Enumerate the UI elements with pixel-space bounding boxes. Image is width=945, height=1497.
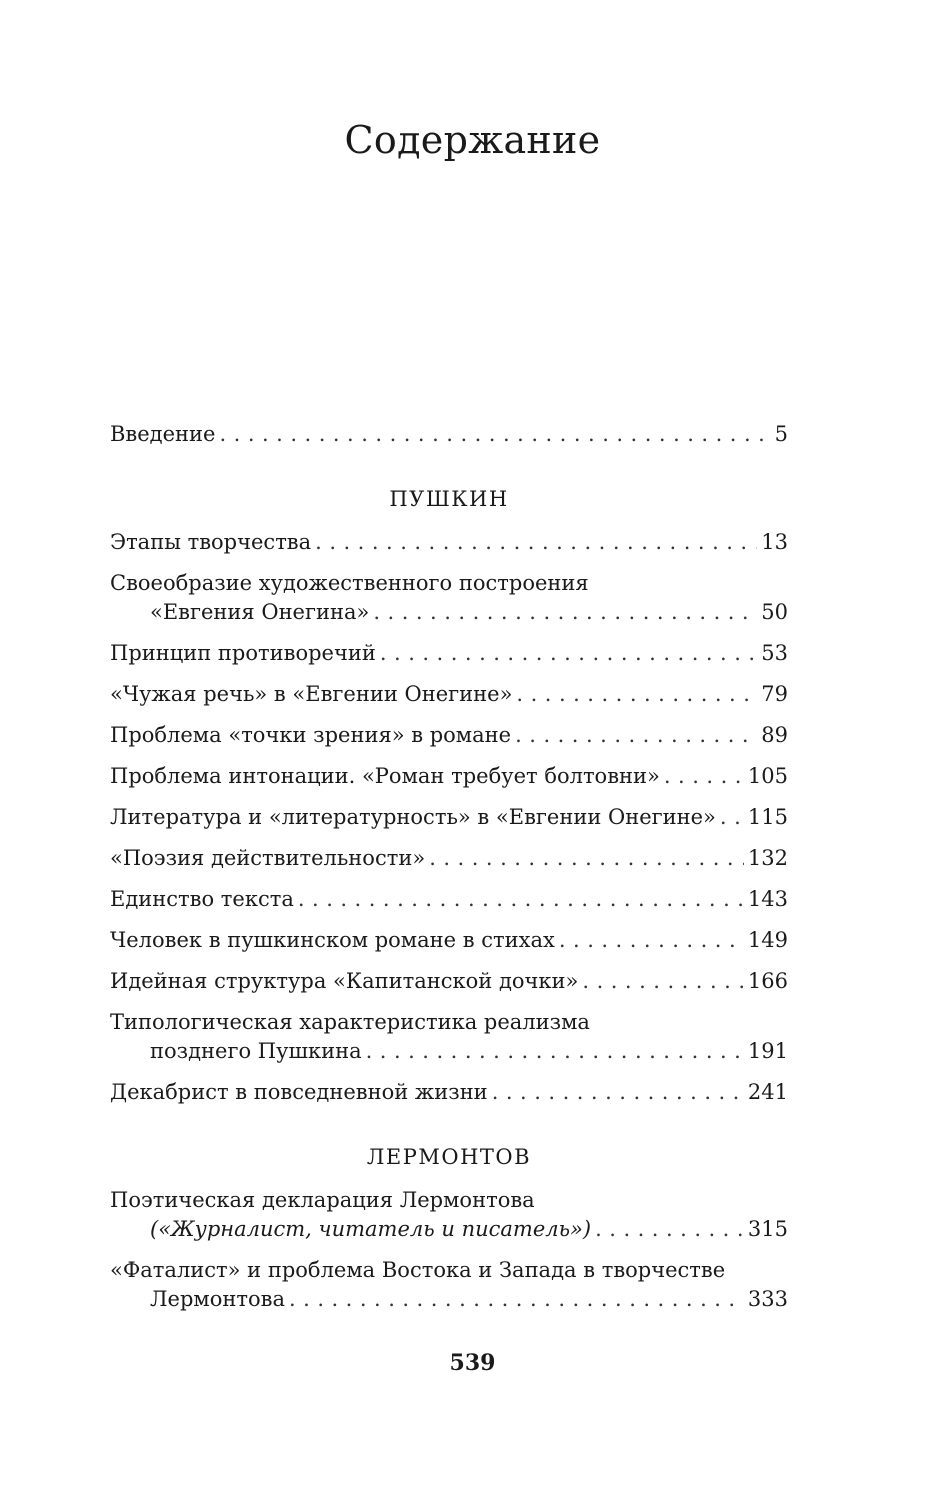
toc-entry: [110, 967, 788, 996]
toc-entry: [110, 1008, 788, 1066]
toc-entry-page: 143: [747, 887, 788, 911]
toc-entry-title: Этапы творчества: [110, 530, 312, 554]
toc-entry-title: Введение: [110, 422, 216, 446]
leader-dots: [380, 639, 757, 668]
toc-entry-page: 5: [774, 422, 788, 446]
toc-entry-page: 149: [747, 928, 788, 952]
leader-dots: [492, 1078, 744, 1107]
toc-entry-title: Литература и «литературность» в «Евгении Онегине»: [110, 805, 716, 829]
toc-entry: [110, 639, 788, 668]
toc-entry-title: Проблема интонации. «Роман требует болтовни»: [110, 764, 660, 788]
toc-entry-page: 50: [761, 600, 788, 624]
toc-entry-page: 132: [747, 846, 788, 870]
leader-dots: [516, 680, 757, 709]
toc-entry-title: Принцип противоречий: [110, 641, 376, 665]
toc-entry-title: Декабрист в повседневной жизни: [110, 1080, 488, 1104]
toc-entry: [110, 1078, 788, 1107]
toc-entry-page: 13: [761, 530, 788, 554]
leader-dots: [289, 1285, 744, 1314]
toc-entry-page: 53: [761, 641, 788, 665]
toc-entry-page: 105: [747, 764, 788, 788]
leader-dots: [219, 420, 770, 449]
toc-entry-page: 79: [761, 682, 788, 706]
leader-dots: [559, 926, 744, 955]
toc-entry-title: «Чужая речь» в «Евгении Онегине»: [110, 682, 513, 706]
toc-entry: [110, 885, 788, 914]
toc-entry-continuation: [110, 598, 788, 627]
leader-dots: [429, 844, 744, 873]
leader-dots: [366, 1037, 744, 1066]
toc-entry-page: 166: [747, 969, 788, 993]
toc-entry: [110, 844, 788, 873]
toc-entry: [110, 528, 788, 557]
leader-dots: [315, 528, 757, 557]
toc-entry-title: Поэтическая декларация Лермонтова: [110, 1188, 535, 1212]
toc-entry-page: 333: [747, 1287, 788, 1311]
toc-entry-title-cont: Лермонтова: [150, 1287, 285, 1311]
leader-dots: [595, 1215, 744, 1244]
section-heading-lermontov: ЛЕРМОНТОВ: [366, 1145, 532, 1169]
toc-entry-page: 241: [747, 1080, 788, 1104]
toc-entry-intro: [110, 420, 788, 449]
page-number: 539: [449, 1350, 496, 1376]
toc-entry-title: Проблема «точки зрения» в романе: [110, 723, 512, 747]
leader-dots: [298, 885, 744, 914]
toc-entry-page: 315: [747, 1217, 788, 1241]
toc-entry-title: Типологическая характеристика реализма: [110, 1010, 590, 1034]
toc-entry-title: Своеобразие художественного построения: [110, 571, 589, 595]
toc-entry-continuation: [110, 1037, 788, 1066]
toc-entry: [110, 721, 788, 750]
leader-dots: [515, 721, 757, 750]
toc-entry-page: 89: [761, 723, 788, 747]
toc-entry: [110, 569, 788, 627]
toc-entry-title-cont: позднего Пушкина: [150, 1039, 362, 1063]
toc-entry-continuation: [110, 1215, 788, 1244]
toc-entry: [110, 1186, 788, 1244]
toc-entry: [110, 1256, 788, 1314]
toc-entry: [110, 803, 788, 832]
toc-entry-title: Человек в пушкинском романе в стихах: [110, 928, 555, 952]
section-heading-pushkin: ПУШКИН: [389, 487, 509, 511]
toc-entry-continuation: [110, 1285, 788, 1314]
toc-entry-page: 115: [747, 805, 788, 829]
toc-entry-title-cont: «Евгения Онегина»: [150, 600, 370, 624]
toc-entry-page: 191: [747, 1039, 788, 1063]
toc-entry-title: Идейная структура «Капитанской дочки»: [110, 969, 579, 993]
toc-entry: [110, 926, 788, 955]
toc-entry-title: Единство текста: [110, 887, 294, 911]
toc-entry: [110, 762, 788, 791]
page-title: Содержание: [344, 118, 601, 162]
leader-dots: [664, 762, 744, 791]
table-of-contents: [110, 420, 788, 1326]
toc-entry-title: «Фаталист» и проблема Востока и Запада в творчестве: [110, 1258, 726, 1282]
leader-dots: [720, 803, 744, 832]
toc-entry: [110, 680, 788, 709]
leader-dots: [373, 598, 757, 627]
toc-entry-title: «Поэзия действительности»: [110, 846, 426, 870]
toc-entry-title-cont: («Журналист, читатель и писатель»): [150, 1217, 592, 1241]
leader-dots: [582, 967, 744, 996]
